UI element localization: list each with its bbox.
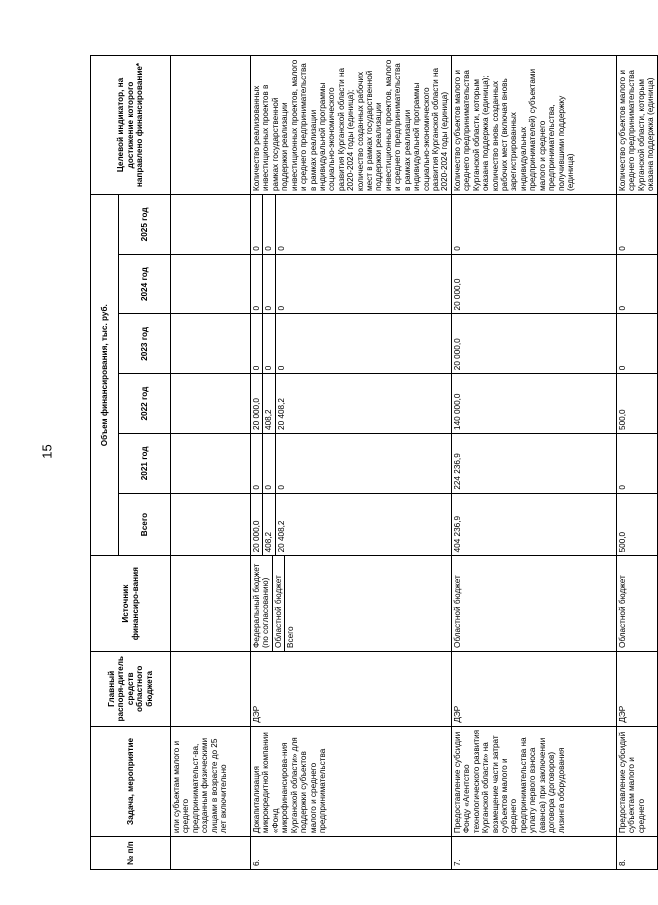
row7-2023: 20 000,0 bbox=[451, 314, 616, 374]
row6-2021-1: 0 bbox=[251, 434, 263, 493]
financing-table bbox=[90, 55, 658, 870]
row6-2025-2: 0 bbox=[263, 195, 275, 254]
row6-2024 bbox=[251, 254, 452, 314]
row8-2025: 0 bbox=[616, 195, 657, 255]
row7-task: Предоставление субсидии Фонду «Агентство технологического развития Курганской области» на возмещение части затрат субъектов малого и среднего предпринимательства на уплату первого взноса (аванса) при заключении договора (договоров) лизинга оборудования bbox=[451, 726, 616, 837]
row8-2024: 0 bbox=[616, 254, 657, 314]
row6-num: 6. bbox=[251, 837, 452, 870]
header-2024: 2024 год bbox=[119, 254, 171, 314]
header-2025: 2025 год bbox=[119, 195, 171, 255]
row6-total-2: 408,2 bbox=[263, 494, 275, 556]
row6-total-3: 20 408,2 bbox=[276, 520, 286, 553]
row6-2025 bbox=[251, 195, 452, 255]
header-manager: Главный распоря-дитель средств областного бюджета bbox=[91, 651, 171, 726]
row6-2025-1: 0 bbox=[251, 195, 263, 254]
row8-2021: 0 bbox=[616, 433, 657, 493]
cont-task: или субъектам малого и среднего предпринимательст-ва, созданным физическими лицами в возрасте до 25 лет включительно bbox=[171, 726, 251, 837]
row7-2021: 224 236,9 bbox=[451, 433, 616, 493]
row6-2022-3: 20 408,2 bbox=[276, 398, 286, 430]
row6-total-1: 20 000,0 bbox=[251, 494, 263, 556]
row8-num: 8. bbox=[616, 837, 657, 870]
row7-manager: ДЭР bbox=[451, 651, 616, 726]
header-volume: Объем финансирования, тыс. руб. bbox=[91, 195, 119, 556]
row8-manager: ДЭР bbox=[616, 651, 657, 726]
table-row-continuation bbox=[171, 56, 251, 870]
header-2023: 2023 год bbox=[119, 314, 171, 374]
row6-task: Докапитализация микрокредитной компании «Фонд микрофинансирова-ния Курганской области» для поддержки субъектов малого и среднего предпринимательства bbox=[251, 726, 452, 837]
row7-source: Областной бюджет bbox=[451, 556, 616, 652]
row8-indicator: Количество субъектов малого и среднего предпринимательства Курганской области, которым оказана поддержка (единица) bbox=[616, 56, 657, 195]
header-task: Задача, мероприятие bbox=[91, 726, 171, 837]
row6-source-2: Областной бюджет bbox=[273, 556, 285, 651]
row6-2023-3: 0 bbox=[276, 365, 286, 371]
row7-total: 404 236,9 bbox=[451, 493, 616, 556]
row8-total: 500,0 bbox=[616, 493, 657, 556]
header-2022: 2022 год bbox=[119, 374, 171, 434]
header-row-1 bbox=[91, 56, 119, 870]
row7-indicator: Количество субъектов малого и среднего предпринимательства Курганской области, которым оказана поддержка (единица); количество вновь созданных рабочих мест (включая вновь зарегистрированных индивидуальных предпринимателей) субъектами малого и среднего предпринимательства, получившими поддержку (единица) bbox=[451, 56, 616, 195]
header-num: № п/п bbox=[91, 837, 171, 870]
row8-2022: 500,0 bbox=[616, 374, 657, 434]
page-number: 15 bbox=[39, 444, 55, 459]
row6-2022 bbox=[251, 374, 452, 434]
table-row-6 bbox=[251, 56, 452, 870]
row6-2023 bbox=[251, 314, 452, 374]
row7-2024: 20 000,0 bbox=[451, 254, 616, 314]
table-row-8 bbox=[616, 56, 657, 870]
row6-2021-3: 0 bbox=[276, 485, 286, 490]
row6-total bbox=[251, 493, 452, 556]
rotated-table-area bbox=[90, 55, 655, 870]
table-row-7 bbox=[451, 56, 616, 870]
row6-2023-1: 0 bbox=[251, 314, 263, 373]
header-source: Источник финансиро-вания bbox=[91, 556, 171, 652]
row6-2022-1: 20 000,0 bbox=[251, 374, 263, 433]
row6-2021 bbox=[251, 433, 452, 493]
row7-2025: 0 bbox=[451, 195, 616, 255]
row6-2023-2: 0 bbox=[263, 314, 275, 373]
row6-indicator: Количество реализованных инвестиционных проектов в рамках государственной поддержки реализации инвестиционных проектов, малого и среднего предпринимательства в рамках реализации индивидуальной программы социально-экономического развития Курганской области на 2020-2024 годы (единица); количество созданных рабочих мест в рамках государственной поддержки реализации инвестиционных проектов, малого и среднего предпринимательства в рамках реализации индивидуальной программы социально-экономического развития Курганской области на 2020-2024 годы (единица) bbox=[251, 56, 452, 195]
row6-2024-2: 0 bbox=[263, 255, 275, 314]
row6-manager: ДЭР bbox=[251, 651, 452, 726]
row6-source bbox=[251, 556, 452, 652]
header-indicator: Целевой индикатор, на достижение которого направлено финансирование* bbox=[91, 56, 171, 195]
row6-2024-3: 0 bbox=[276, 305, 286, 311]
header-total: Всего bbox=[119, 493, 171, 556]
row6-2021-2: 0 bbox=[263, 434, 275, 493]
row8-source: Областной бюджет bbox=[616, 556, 657, 652]
row6-2022-2: 408,2 bbox=[263, 374, 275, 433]
row7-num: 7. bbox=[451, 837, 616, 870]
row6-source-3: Всего bbox=[286, 626, 296, 648]
row6-2024-1: 0 bbox=[251, 255, 263, 314]
row6-2025-3: 0 bbox=[276, 246, 286, 251]
row7-2022: 140 000,0 bbox=[451, 374, 616, 434]
row8-task: Предоставление субсидий субъектам малого и среднего bbox=[616, 726, 657, 837]
header-2021: 2021 год bbox=[119, 433, 171, 493]
row6-source-1: Федеральный бюджет (по согласованию) bbox=[251, 556, 273, 651]
row8-2023: 0 bbox=[616, 314, 657, 374]
